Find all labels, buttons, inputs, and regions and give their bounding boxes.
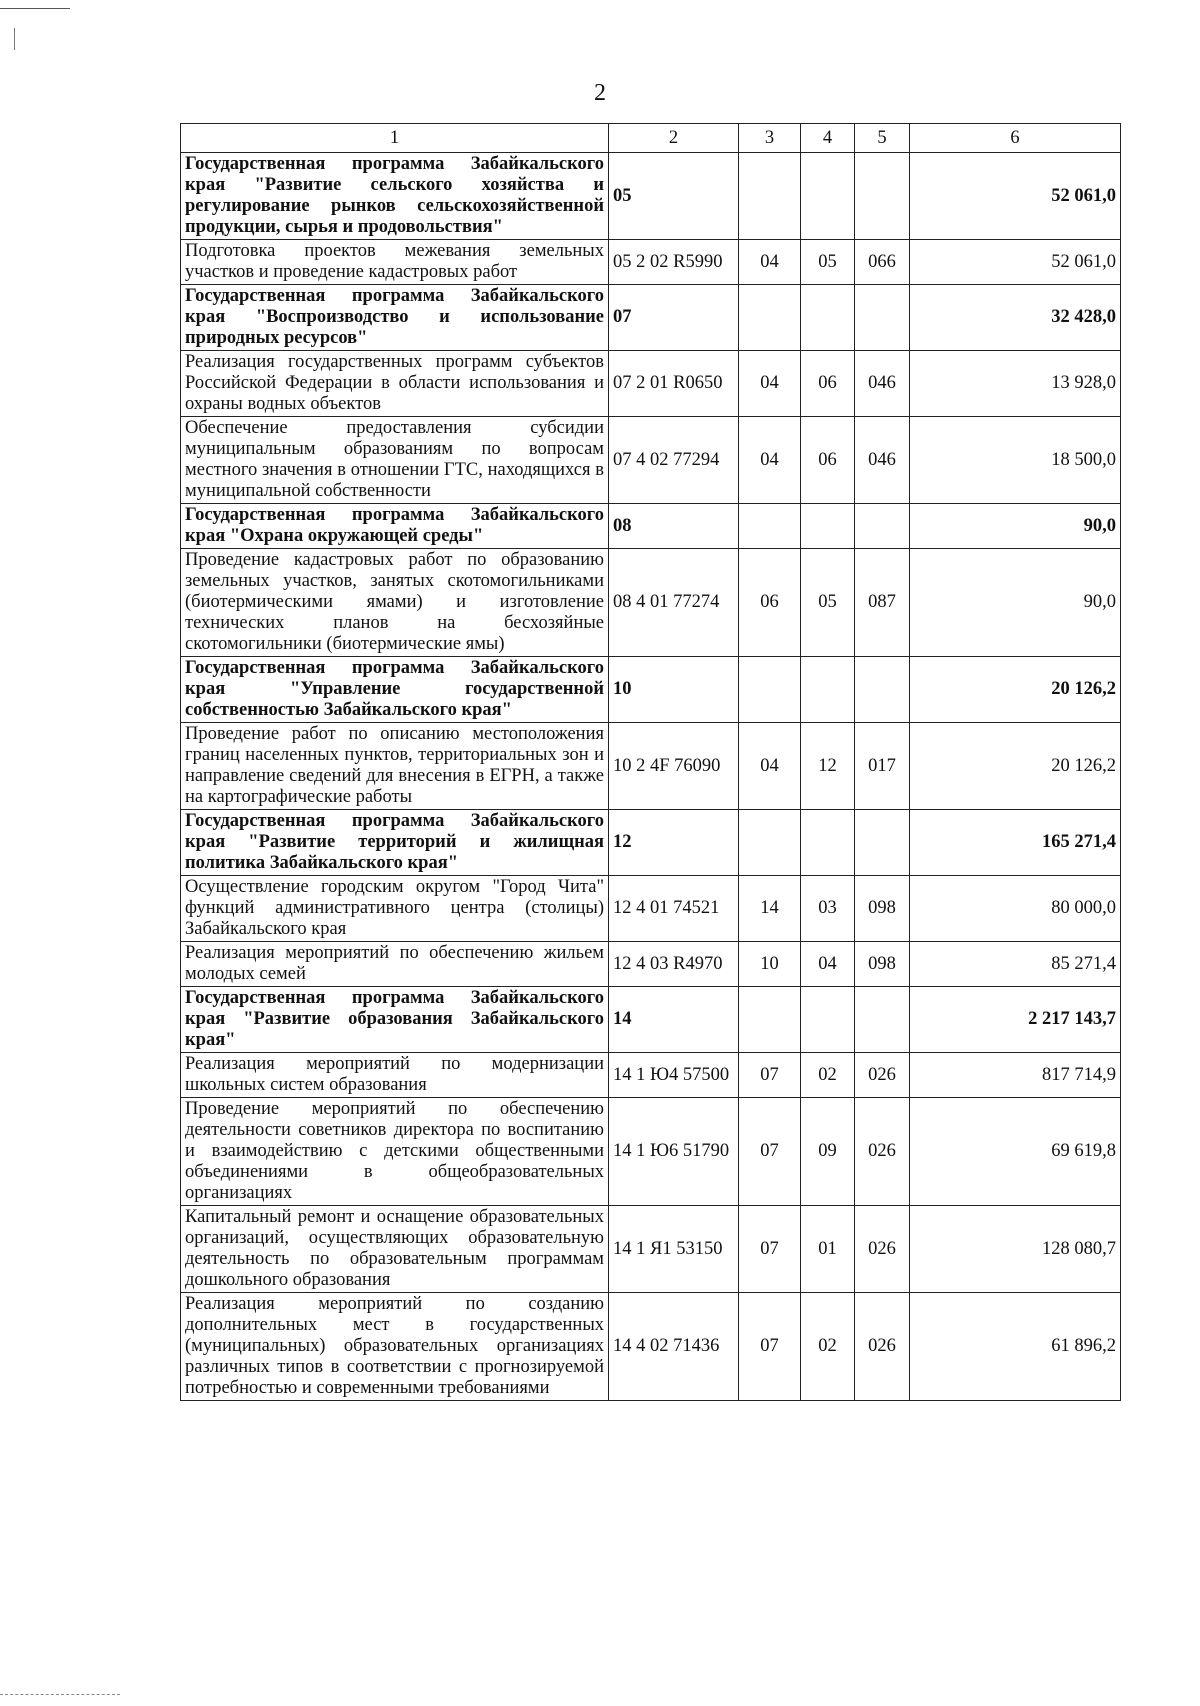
ministry-code-cell: 098 [855,942,910,987]
ministry-code-cell: 017 [855,723,910,810]
section-code-cell [739,504,801,549]
table-body [181,153,1121,1401]
table-row [181,417,1121,504]
row-name-cell: Государственная программа Забайкальского края "Управление государственной собственностью Забайкальского края" [181,657,609,723]
ministry-code-cell [855,153,910,240]
table-row [181,549,1121,657]
row-name-cell: Реализация государственных программ субъектов Российской Федерации в области использования и охраны водных объектов [181,351,609,417]
program-row [181,285,1121,351]
program-row [181,810,1121,876]
target-code-cell: 08 [609,504,739,549]
column-header: 1 [181,124,609,153]
amount-cell: 817 714,9 [910,1053,1121,1098]
target-code-cell: 12 4 03 R4970 [609,942,739,987]
section-code-cell: 07 [739,1206,801,1293]
row-name-cell: Проведение мероприятий по обеспечению деятельности советников директора по воспитанию и взаимодействию с детскими общественными объединениями в общеобразовательных организациях [181,1098,609,1206]
section-code-cell: 06 [739,549,801,657]
subsection-code-cell: 06 [801,417,855,504]
budget-allocation-table [180,123,1121,1401]
section-code-cell [739,285,801,351]
row-name-cell: Государственная программа Забайкальского края "Развитие сельского хозяйства и регулирование рынков сельскохозяйственной продукции, сырья и продовольствия" [181,153,609,240]
row-name-cell: Реализация мероприятий по модернизации школьных систем образования [181,1053,609,1098]
scan-artifact-line [14,28,15,50]
amount-cell: 90,0 [910,504,1121,549]
subsection-code-cell: 05 [801,240,855,285]
program-row [181,504,1121,549]
subsection-code-cell: 01 [801,1206,855,1293]
row-name-cell: Обеспечение предоставления субсидии муниципальным образованиям по вопросам местного значения в отношении ГТС, находящихся в муниципальной собственности [181,417,609,504]
amount-cell: 165 271,4 [910,810,1121,876]
ministry-code-cell: 087 [855,549,910,657]
table-row [181,723,1121,810]
program-row [181,987,1121,1053]
column-header: 6 [910,124,1121,153]
ministry-code-cell: 026 [855,1206,910,1293]
subsection-code-cell: 04 [801,942,855,987]
row-name-cell: Проведение работ по описанию местоположения границ населенных пунктов, территориальных зон и направление сведений для внесения в ЕГРН, а также на картографические работы [181,723,609,810]
amount-cell: 32 428,0 [910,285,1121,351]
target-code-cell: 08 4 01 77274 [609,549,739,657]
target-code-cell: 05 2 02 R5990 [609,240,739,285]
ministry-code-cell [855,810,910,876]
target-code-cell: 07 [609,285,739,351]
section-code-cell [739,810,801,876]
subsection-code-cell: 12 [801,723,855,810]
target-code-cell: 07 2 01 R0650 [609,351,739,417]
subsection-code-cell [801,987,855,1053]
section-code-cell: 04 [739,417,801,504]
ministry-code-cell: 026 [855,1098,910,1206]
section-code-cell: 04 [739,351,801,417]
row-name-cell: Подготовка проектов межевания земельных участков и проведение кадастровых работ [181,240,609,285]
table-row [181,240,1121,285]
column-header: 2 [609,124,739,153]
subsection-code-cell: 09 [801,1098,855,1206]
column-header: 5 [855,124,910,153]
ministry-code-cell: 046 [855,417,910,504]
row-name-cell: Государственная программа Забайкальского края "Воспроизводство и использование природных ресурсов" [181,285,609,351]
subsection-code-cell: 05 [801,549,855,657]
amount-cell: 18 500,0 [910,417,1121,504]
ministry-code-cell [855,987,910,1053]
target-code-cell: 10 [609,657,739,723]
section-code-cell: 14 [739,876,801,942]
table-row [181,1293,1121,1401]
amount-cell: 20 126,2 [910,657,1121,723]
section-code-cell [739,987,801,1053]
amount-cell: 85 271,4 [910,942,1121,987]
target-code-cell: 12 4 01 74521 [609,876,739,942]
section-code-cell: 10 [739,942,801,987]
ministry-code-cell: 098 [855,876,910,942]
amount-cell: 2 217 143,7 [910,987,1121,1053]
amount-cell: 90,0 [910,549,1121,657]
table-row [181,1098,1121,1206]
table-row [181,876,1121,942]
column-header: 3 [739,124,801,153]
target-code-cell: 14 1 Ю4 57500 [609,1053,739,1098]
amount-cell: 20 126,2 [910,723,1121,810]
amount-cell: 13 928,0 [910,351,1121,417]
table-header-row [181,124,1121,153]
row-name-cell: Осуществление городским округом "Город Чита" функций административного центра (столицы) Забайкальского края [181,876,609,942]
section-code-cell: 04 [739,240,801,285]
row-name-cell: Проведение кадастровых работ по образованию земельных участков, занятых скотомогильниками (биотермическими ямами) и изготовление технических планов на бесхозяйные скотомогильники (биотермические ямы) [181,549,609,657]
scan-artifact-line [0,1694,120,1695]
row-name-cell: Государственная программа Забайкальского края "Развитие образования Забайкальского края" [181,987,609,1053]
row-name-cell: Капитальный ремонт и оснащение образовательных организаций, осуществляющих образовательную деятельность по образовательным программам дошкольного образования [181,1206,609,1293]
page-number: 2 [594,80,606,106]
target-code-cell: 10 2 4F 76090 [609,723,739,810]
section-code-cell: 04 [739,723,801,810]
section-code-cell: 07 [739,1053,801,1098]
amount-cell: 52 061,0 [910,240,1121,285]
section-code-cell [739,657,801,723]
amount-cell: 61 896,2 [910,1293,1121,1401]
subsection-code-cell [801,285,855,351]
section-code-cell [739,153,801,240]
target-code-cell: 14 1 Я1 53150 [609,1206,739,1293]
target-code-cell: 14 1 Ю6 51790 [609,1098,739,1206]
amount-cell: 128 080,7 [910,1206,1121,1293]
column-header: 4 [801,124,855,153]
target-code-cell: 07 4 02 77294 [609,417,739,504]
row-name-cell: Реализация мероприятий по созданию дополнительных мест в государственных (муниципальных) образовательных организациях различных типов в соответствии с прогнозируемой потребностью и современными требованиями [181,1293,609,1401]
table-row [181,1053,1121,1098]
amount-cell: 69 619,8 [910,1098,1121,1206]
program-row [181,153,1121,240]
table-row [181,351,1121,417]
program-row [181,657,1121,723]
ministry-code-cell: 066 [855,240,910,285]
ministry-code-cell: 026 [855,1293,910,1401]
row-name-cell: Реализация мероприятий по обеспечению жильем молодых семей [181,942,609,987]
subsection-code-cell [801,504,855,549]
subsection-code-cell: 02 [801,1293,855,1401]
target-code-cell: 14 [609,987,739,1053]
target-code-cell: 12 [609,810,739,876]
subsection-code-cell [801,657,855,723]
row-name-cell: Государственная программа Забайкальского края "Развитие территорий и жилищная политика Забайкальского края" [181,810,609,876]
section-code-cell: 07 [739,1293,801,1401]
scan-artifact-line [0,8,70,9]
subsection-code-cell [801,153,855,240]
section-code-cell: 07 [739,1098,801,1206]
subsection-code-cell: 06 [801,351,855,417]
ministry-code-cell: 026 [855,1053,910,1098]
target-code-cell: 14 4 02 71436 [609,1293,739,1401]
subsection-code-cell: 02 [801,1053,855,1098]
ministry-code-cell [855,285,910,351]
amount-cell: 80 000,0 [910,876,1121,942]
subsection-code-cell [801,810,855,876]
ministry-code-cell: 046 [855,351,910,417]
table-row [181,942,1121,987]
ministry-code-cell [855,657,910,723]
ministry-code-cell [855,504,910,549]
subsection-code-cell: 03 [801,876,855,942]
amount-cell: 52 061,0 [910,153,1121,240]
table-row [181,1206,1121,1293]
row-name-cell: Государственная программа Забайкальского края "Охрана окружающей среды" [181,504,609,549]
target-code-cell: 05 [609,153,739,240]
